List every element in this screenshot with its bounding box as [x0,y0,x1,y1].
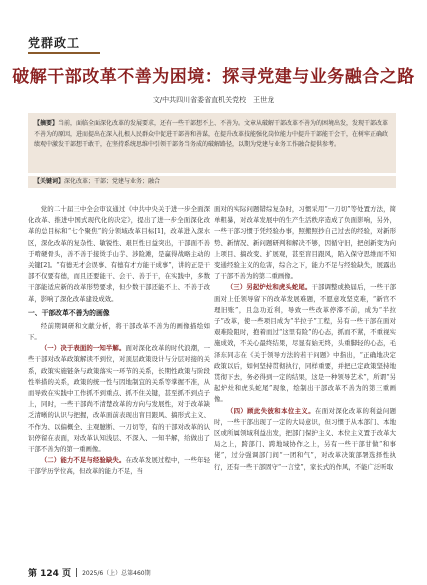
keyword-box [28,176,396,188]
keyword-text: 深化改革；干部；党建与业务；融合 [64,178,161,185]
subsection-2-title: （二）能力不足与经验缺失。 [40,456,126,465]
intro-paragraph: 党的二十届三中全会审议通过《中共中央关于进一步全面深化改革、推进中国式现代化的决定》，提出了进一步全面深化改革的总目标和“七个聚焦”的分领域改革目标[1]，改革进入深水区，深化改革的复杂性、敏锐性、艰巨性日益突出，干部面不善于啃硬骨头，善不善于接烫手山芋、涉险滩，是赢得战略主动的关键[2]。“有德无才会误事、有德有才方能干成事”，讲的正是干部不仅要有德，而且还要能干、会干、善于干，在实践中，多数干部能适应新的改革形势要求，但少数干部还能不上、不善于改革，影响了深化改革建设成效。 [28,205,210,303]
section-heading-1: 一、干部改革不善为的画像 [28,308,110,317]
article-title: 破解干部改革不善为困境：探寻党建与业务融合之路 [12,67,415,87]
subsection-4 [214,406,396,473]
footer-divider [76,568,77,577]
subsection-3-title: （三）另起炉灶和虎头蛇尾。 [226,283,312,292]
keyword-tag: 【关键词】 [34,178,65,185]
column-divider [28,52,100,54]
subsection-1 [28,343,210,455]
page-footer [28,566,151,579]
column-label: 党群政工 [28,36,81,50]
abstract-tag: 【摘要】 [34,120,59,127]
subsection-2-text: 在改革发展过程中，一些年轻干部学历学位高，但改革的能力不足，当 [28,456,211,476]
section-intro: 经前期调研和文献分析，将干部改革不善为的画像描绘如下。 [28,321,210,342]
subsection-1-title: （一）决于表面的一知半解。 [40,344,126,353]
abstract-box [28,113,396,173]
subsection-2 [28,455,210,477]
continued-paragraph: 面对的实际问题错综复杂时，习惯采用“一刀切”等处置方法，简单粗暴，对改革发展中的生产生活秩序造成了负面影响，另外，一些干部习惯于凭经验办事，照搬照抄自己过去的经验，对新形势、新情况、新问题研判和解决不够，因循守旧，把创新变为向上项目、搞改变、扩展观，甚至盲目跟风，陷入保守思维而不知变通经验主义的危害，综合之下，能力不足与经验缺失，展露出了干部不善为的第二重画像。 [214,205,396,281]
subsection-4-title: （四）顾此失彼和本位主义。 [226,406,315,415]
article-byline: 文/中共四川省委省直机关党校 王世龙 [152,96,275,104]
page-number: 第 124 页 [28,569,72,579]
subsection-3 [214,282,396,405]
right-column [214,204,396,473]
left-column [28,204,210,478]
subsection-1-text: 面对深化改革的时代浪潮，一些干部对改革政策解读不到位，对顶层政策设计与分层对接的关系，政策实施链条与政策落实一环节的关系，长期性政策与阶段性举措的关系，政策的统一性与因地制宜的关系等掌握不准，从而导致在实践中工作抓不到重点、抓不住关键，甚至抓不到点子上，同时，一些干部尚不清楚改革的方向与发展性，对于改革缺乏清晰的认识与把握，改革面前表现出盲目跟风、搞形式主义、不作为、以偏概全、主观臆断、一刀切等，有的干部对改革的认识停留在表面，对改革认知浅层、不深入、一知半解，给做出了干部不善为的第一重画像。 [28,344,211,454]
issue-info: 2025/6（上）总第460期 [82,570,151,577]
abstract-text: 当前，面临全面深化改革的发展要求，还有一些干部想不上、不善为。文章从破解干部改革不善为的困境出发，发现干部改革不善为的原因，进而提出在深入扎根人民群众中促进干部善和善谋，在提升改革技能强化岗位能力中提升干部能干会干，在树牢正确政绩观中激发干部想干敢干，在坚持系统思维中引领干部务当务成的破解路径，以期为党建与业务工作融合提供参考。 [34,120,389,148]
subsection-4-text: 在面对深化改革的利益问题时，一些干部出现了一定的大局意识，但习惯于从本部门、本地区或所属领域利益出发，把部门保护主义、本位主义置于改革大局之上，跨部门、跨地域协作之上，另有一些干部甘做“和事佬”，过分强调部门间“一团和气”，对改革决策部署选择性执行，还有一些干部固守“一言堂”，家长式的作风，不能广泛听取 [214,406,397,471]
subsection-3-text: 干部调整或换届后，一些干部面对上任领导留下的改革发展难题，不愿意攻坚克难，“新官不理旧账”，且急功近利，导致一些改革停滞不前，成为“半拉子”改革，使一些项目成为“半拉子”工程，另有一些干部在面对艰难险阻时，抱着而过“这里有险”的心态，抓而不紧，不重视实施成效，不关心最终结果，尽显有始无终，头重脚轻的心态，毛泽东同志在《关于领导方法的若干问题》中指出，“正确地决定政策以后，如何坚持贯彻执行，同样重要，并把已定政策坚持地贯彻下去，务必得到一定的结果，这是一种领导艺术”，所谓“另起炉灶和虎头蛇尾”现象，绘制出干部改革不善为的第三重画像。 [214,283,397,404]
